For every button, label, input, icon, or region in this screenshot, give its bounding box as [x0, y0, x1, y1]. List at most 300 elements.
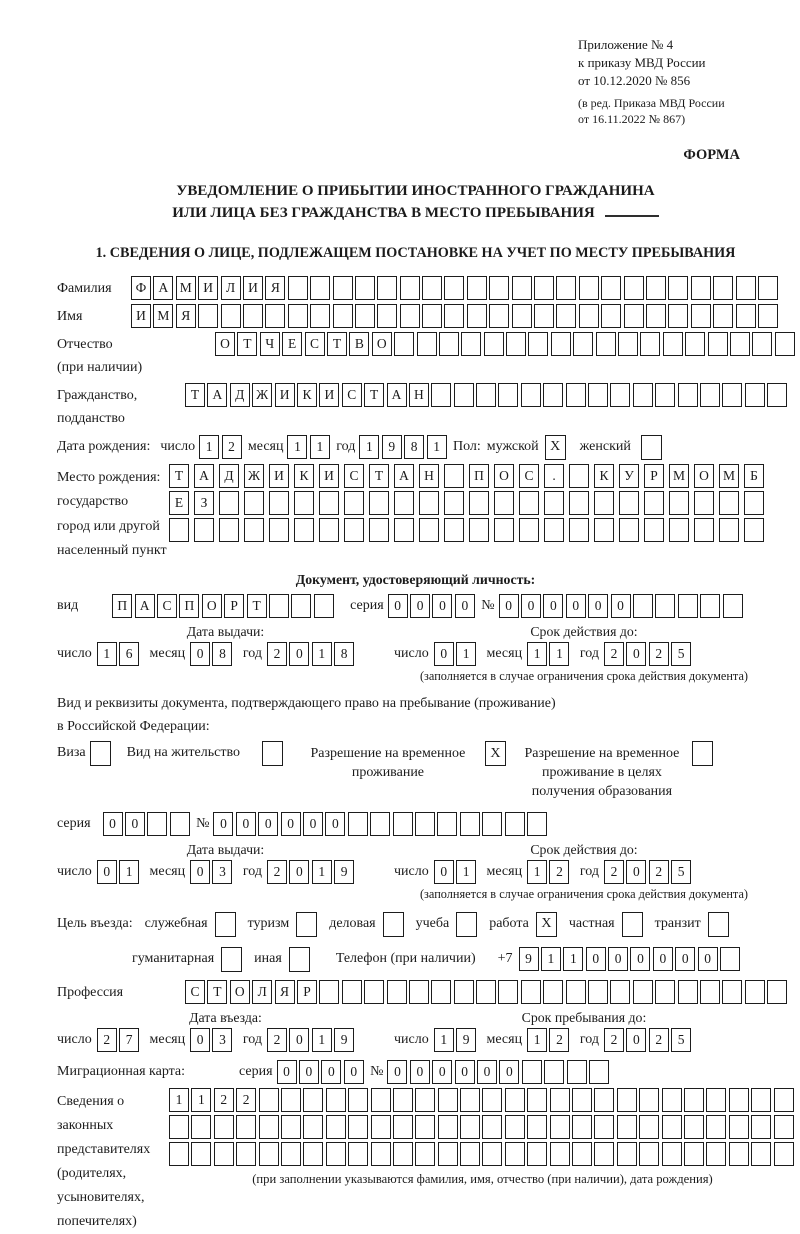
char-cell[interactable]	[482, 812, 502, 836]
char-cell[interactable]: 0	[190, 1028, 210, 1052]
char-cell[interactable]: У	[619, 464, 639, 488]
char-cell[interactable]	[669, 518, 689, 542]
char-cell[interactable]: 0	[190, 642, 210, 666]
char-cell[interactable]	[400, 276, 420, 300]
char-cell[interactable]	[522, 1060, 542, 1084]
char-cell[interactable]: Ч	[260, 332, 280, 356]
char-cell[interactable]	[236, 1115, 256, 1139]
char-cell[interactable]	[387, 980, 407, 1004]
char-cell[interactable]	[579, 304, 599, 328]
char-cell[interactable]	[169, 1115, 189, 1139]
char-cell[interactable]: 1	[549, 642, 569, 666]
char-cell[interactable]	[415, 1115, 435, 1139]
char-cell[interactable]: 5	[671, 1028, 691, 1052]
char-cell[interactable]	[191, 1142, 211, 1166]
char-cell[interactable]	[281, 1115, 301, 1139]
char-cell[interactable]	[147, 812, 167, 836]
char-cell[interactable]	[170, 812, 190, 836]
char-cell[interactable]	[722, 383, 742, 407]
char-cell[interactable]	[527, 812, 547, 836]
char-cell[interactable]: 0	[190, 860, 210, 884]
char-cell[interactable]	[662, 1088, 682, 1112]
char-cell[interactable]	[438, 1142, 458, 1166]
char-cell[interactable]	[527, 1115, 547, 1139]
char-cell[interactable]: П	[179, 594, 199, 618]
char-cell[interactable]	[169, 518, 189, 542]
char-cell[interactable]	[393, 1142, 413, 1166]
char-cell[interactable]	[444, 464, 464, 488]
char-cell[interactable]	[469, 518, 489, 542]
char-cell[interactable]: 1	[199, 435, 219, 459]
char-cell[interactable]: 0	[410, 594, 430, 618]
char-cell[interactable]	[259, 1142, 279, 1166]
char-cell[interactable]	[655, 980, 675, 1004]
char-cell[interactable]: 0	[289, 642, 309, 666]
char-cell[interactable]	[333, 304, 353, 328]
char-cell[interactable]: 1	[456, 860, 476, 884]
char-cell[interactable]: 2	[604, 1028, 624, 1052]
char-cell[interactable]: 0	[586, 947, 606, 971]
char-cell[interactable]	[745, 383, 765, 407]
temp-residence-education-checkbox[interactable]	[692, 741, 713, 766]
char-cell[interactable]	[482, 1115, 502, 1139]
char-cell[interactable]	[572, 1142, 592, 1166]
char-cell[interactable]: 1	[427, 435, 447, 459]
char-cell[interactable]	[377, 304, 397, 328]
char-cell[interactable]	[722, 980, 742, 1004]
char-cell[interactable]	[646, 276, 666, 300]
char-cell[interactable]: 1	[527, 1028, 547, 1052]
char-cell[interactable]	[519, 518, 539, 542]
char-cell[interactable]	[775, 332, 795, 356]
char-cell[interactable]: Н	[419, 464, 439, 488]
char-cell[interactable]: 1	[169, 1088, 189, 1112]
char-cell[interactable]	[219, 491, 239, 515]
char-cell[interactable]: 1	[312, 1028, 332, 1052]
char-cell[interactable]	[198, 304, 218, 328]
char-cell[interactable]	[556, 304, 576, 328]
char-cell[interactable]: В	[349, 332, 369, 356]
char-cell[interactable]	[519, 491, 539, 515]
char-cell[interactable]: С	[519, 464, 539, 488]
char-cell[interactable]	[706, 1088, 726, 1112]
char-cell[interactable]	[344, 491, 364, 515]
char-cell[interactable]: Н	[409, 383, 429, 407]
char-cell[interactable]: 2	[267, 1028, 287, 1052]
char-cell[interactable]	[355, 276, 375, 300]
char-cell[interactable]	[751, 1088, 771, 1112]
char-cell[interactable]	[444, 518, 464, 542]
char-cell[interactable]: О	[494, 464, 514, 488]
char-cell[interactable]	[669, 491, 689, 515]
char-cell[interactable]: 5	[671, 860, 691, 884]
char-cell[interactable]	[505, 812, 525, 836]
char-cell[interactable]	[588, 980, 608, 1004]
char-cell[interactable]: 1	[527, 860, 547, 884]
char-cell[interactable]	[594, 1142, 614, 1166]
purpose-transit-checkbox[interactable]	[708, 912, 729, 937]
char-cell[interactable]	[662, 1115, 682, 1139]
char-cell[interactable]	[569, 518, 589, 542]
char-cell[interactable]	[700, 383, 720, 407]
char-cell[interactable]	[439, 332, 459, 356]
char-cell[interactable]	[303, 1142, 323, 1166]
char-cell[interactable]	[348, 1115, 368, 1139]
char-cell[interactable]	[719, 518, 739, 542]
char-cell[interactable]	[556, 276, 576, 300]
char-cell[interactable]	[713, 276, 733, 300]
char-cell[interactable]: И	[319, 383, 339, 407]
char-cell[interactable]	[371, 1088, 391, 1112]
char-cell[interactable]	[269, 491, 289, 515]
char-cell[interactable]	[551, 332, 571, 356]
char-cell[interactable]: 2	[649, 860, 669, 884]
char-cell[interactable]	[494, 518, 514, 542]
char-cell[interactable]: С	[344, 464, 364, 488]
char-cell[interactable]	[678, 594, 698, 618]
char-cell[interactable]	[393, 1088, 413, 1112]
char-cell[interactable]	[640, 332, 660, 356]
char-cell[interactable]: А	[194, 464, 214, 488]
char-cell[interactable]: 0	[103, 812, 123, 836]
char-cell[interactable]	[371, 1142, 391, 1166]
char-cell[interactable]: Р	[644, 464, 664, 488]
char-cell[interactable]	[259, 1088, 279, 1112]
char-cell[interactable]: 2	[97, 1028, 117, 1052]
char-cell[interactable]	[460, 1115, 480, 1139]
char-cell[interactable]: Т	[169, 464, 189, 488]
char-cell[interactable]: 0	[499, 594, 519, 618]
char-cell[interactable]	[624, 304, 644, 328]
char-cell[interactable]: 1	[563, 947, 583, 971]
char-cell[interactable]: 0	[299, 1060, 319, 1084]
char-cell[interactable]	[566, 980, 586, 1004]
char-cell[interactable]	[617, 1142, 637, 1166]
char-cell[interactable]	[720, 947, 740, 971]
char-cell[interactable]: 0	[698, 947, 718, 971]
char-cell[interactable]: 0	[477, 1060, 497, 1084]
char-cell[interactable]	[476, 383, 496, 407]
char-cell[interactable]	[610, 980, 630, 1004]
char-cell[interactable]	[431, 383, 451, 407]
char-cell[interactable]: 0	[626, 1028, 646, 1052]
char-cell[interactable]: 0	[410, 1060, 430, 1084]
char-cell[interactable]: Т	[327, 332, 347, 356]
char-cell[interactable]: 0	[521, 594, 541, 618]
char-cell[interactable]	[767, 383, 787, 407]
char-cell[interactable]	[394, 518, 414, 542]
char-cell[interactable]	[744, 491, 764, 515]
char-cell[interactable]: 1	[527, 642, 547, 666]
char-cell[interactable]	[461, 332, 481, 356]
char-cell[interactable]: .	[544, 464, 564, 488]
char-cell[interactable]	[527, 1088, 547, 1112]
char-cell[interactable]	[467, 276, 487, 300]
char-cell[interactable]	[691, 276, 711, 300]
char-cell[interactable]: 6	[119, 642, 139, 666]
char-cell[interactable]	[618, 332, 638, 356]
char-cell[interactable]	[236, 1142, 256, 1166]
purpose-work-checkbox[interactable]: X	[536, 912, 557, 937]
char-cell[interactable]: 0	[434, 860, 454, 884]
char-cell[interactable]	[534, 276, 554, 300]
char-cell[interactable]: 9	[334, 860, 354, 884]
char-cell[interactable]	[639, 1088, 659, 1112]
char-cell[interactable]	[528, 332, 548, 356]
char-cell[interactable]	[751, 1142, 771, 1166]
char-cell[interactable]: 1	[119, 860, 139, 884]
char-cell[interactable]	[417, 332, 437, 356]
char-cell[interactable]	[377, 276, 397, 300]
char-cell[interactable]	[415, 812, 435, 836]
char-cell[interactable]	[668, 304, 688, 328]
char-cell[interactable]	[460, 1142, 480, 1166]
char-cell[interactable]: Е	[282, 332, 302, 356]
char-cell[interactable]: А	[153, 276, 173, 300]
char-cell[interactable]	[579, 276, 599, 300]
char-cell[interactable]: 0	[432, 594, 452, 618]
char-cell[interactable]	[214, 1115, 234, 1139]
char-cell[interactable]	[370, 812, 390, 836]
char-cell[interactable]: К	[294, 464, 314, 488]
char-cell[interactable]: С	[157, 594, 177, 618]
char-cell[interactable]: 0	[344, 1060, 364, 1084]
char-cell[interactable]	[506, 332, 526, 356]
char-cell[interactable]	[572, 1115, 592, 1139]
char-cell[interactable]: 2	[604, 860, 624, 884]
char-cell[interactable]	[326, 1088, 346, 1112]
char-cell[interactable]	[684, 1115, 704, 1139]
char-cell[interactable]: И	[269, 464, 289, 488]
char-cell[interactable]	[444, 276, 464, 300]
char-cell[interactable]	[729, 1142, 749, 1166]
char-cell[interactable]	[489, 276, 509, 300]
char-cell[interactable]: 0	[281, 812, 301, 836]
char-cell[interactable]	[534, 304, 554, 328]
char-cell[interactable]: А	[394, 464, 414, 488]
char-cell[interactable]: 0	[626, 642, 646, 666]
char-cell[interactable]	[437, 812, 457, 836]
char-cell[interactable]: 0	[626, 860, 646, 884]
char-cell[interactable]	[767, 980, 787, 1004]
char-cell[interactable]	[678, 383, 698, 407]
char-cell[interactable]: М	[153, 304, 173, 328]
char-cell[interactable]: О	[372, 332, 392, 356]
char-cell[interactable]	[736, 304, 756, 328]
char-cell[interactable]: Т	[207, 980, 227, 1004]
char-cell[interactable]	[550, 1088, 570, 1112]
char-cell[interactable]	[476, 980, 496, 1004]
char-cell[interactable]	[369, 491, 389, 515]
char-cell[interactable]: 0	[303, 812, 323, 836]
char-cell[interactable]: Ж	[244, 464, 264, 488]
char-cell[interactable]	[221, 304, 241, 328]
char-cell[interactable]	[310, 276, 330, 300]
purpose-private-checkbox[interactable]	[622, 912, 643, 937]
char-cell[interactable]	[644, 491, 664, 515]
char-cell[interactable]	[751, 1115, 771, 1139]
char-cell[interactable]	[774, 1115, 794, 1139]
char-cell[interactable]	[348, 1088, 368, 1112]
char-cell[interactable]: 1	[541, 947, 561, 971]
char-cell[interactable]: 0	[387, 1060, 407, 1084]
char-cell[interactable]	[454, 383, 474, 407]
char-cell[interactable]: Л	[252, 980, 272, 1004]
char-cell[interactable]	[294, 491, 314, 515]
purpose-study-checkbox[interactable]	[456, 912, 477, 937]
char-cell[interactable]	[662, 1142, 682, 1166]
char-cell[interactable]	[454, 980, 474, 1004]
char-cell[interactable]: Т	[364, 383, 384, 407]
char-cell[interactable]: 1	[434, 1028, 454, 1052]
char-cell[interactable]	[729, 1115, 749, 1139]
char-cell[interactable]	[393, 812, 413, 836]
char-cell[interactable]: 0	[588, 594, 608, 618]
char-cell[interactable]	[589, 1060, 609, 1084]
char-cell[interactable]: К	[297, 383, 317, 407]
char-cell[interactable]: 1	[310, 435, 330, 459]
char-cell[interactable]: Ж	[252, 383, 272, 407]
char-cell[interactable]	[214, 1142, 234, 1166]
char-cell[interactable]	[505, 1088, 525, 1112]
char-cell[interactable]	[342, 980, 362, 1004]
char-cell[interactable]: 7	[119, 1028, 139, 1052]
char-cell[interactable]: 8	[334, 642, 354, 666]
char-cell[interactable]: 0	[321, 1060, 341, 1084]
char-cell[interactable]	[774, 1142, 794, 1166]
char-cell[interactable]	[281, 1088, 301, 1112]
char-cell[interactable]: Я	[275, 980, 295, 1004]
char-cell[interactable]	[774, 1088, 794, 1112]
char-cell[interactable]: Е	[169, 491, 189, 515]
char-cell[interactable]	[364, 980, 384, 1004]
char-cell[interactable]: С	[305, 332, 325, 356]
char-cell[interactable]: 0	[630, 947, 650, 971]
char-cell[interactable]: М	[176, 276, 196, 300]
char-cell[interactable]: 2	[649, 642, 669, 666]
char-cell[interactable]	[544, 1060, 564, 1084]
char-cell[interactable]: 1	[97, 642, 117, 666]
char-cell[interactable]	[594, 518, 614, 542]
char-cell[interactable]	[619, 518, 639, 542]
char-cell[interactable]: 0	[388, 594, 408, 618]
char-cell[interactable]	[594, 1088, 614, 1112]
char-cell[interactable]: Р	[297, 980, 317, 1004]
char-cell[interactable]: Т	[247, 594, 267, 618]
char-cell[interactable]	[719, 491, 739, 515]
char-cell[interactable]	[691, 304, 711, 328]
char-cell[interactable]	[431, 980, 451, 1004]
char-cell[interactable]	[467, 304, 487, 328]
purpose-tourism-checkbox[interactable]	[296, 912, 317, 937]
char-cell[interactable]: Д	[219, 464, 239, 488]
char-cell[interactable]	[655, 594, 675, 618]
char-cell[interactable]: А	[207, 383, 227, 407]
char-cell[interactable]	[310, 304, 330, 328]
char-cell[interactable]	[723, 594, 743, 618]
char-cell[interactable]	[505, 1142, 525, 1166]
char-cell[interactable]	[610, 383, 630, 407]
char-cell[interactable]	[460, 812, 480, 836]
char-cell[interactable]: М	[719, 464, 739, 488]
char-cell[interactable]	[685, 332, 705, 356]
char-cell[interactable]: 5	[671, 642, 691, 666]
char-cell[interactable]: Т	[237, 332, 257, 356]
char-cell[interactable]: 3	[212, 860, 232, 884]
char-cell[interactable]	[706, 1115, 726, 1139]
char-cell[interactable]	[521, 383, 541, 407]
char-cell[interactable]	[745, 980, 765, 1004]
char-cell[interactable]: 0	[97, 860, 117, 884]
char-cell[interactable]: З	[194, 491, 214, 515]
char-cell[interactable]	[601, 276, 621, 300]
char-cell[interactable]: 0	[325, 812, 345, 836]
char-cell[interactable]	[550, 1115, 570, 1139]
char-cell[interactable]	[348, 812, 368, 836]
char-cell[interactable]	[668, 276, 688, 300]
purpose-business-checkbox[interactable]	[383, 912, 404, 937]
char-cell[interactable]	[303, 1088, 323, 1112]
char-cell[interactable]: 0	[289, 860, 309, 884]
char-cell[interactable]	[729, 1088, 749, 1112]
char-cell[interactable]	[619, 491, 639, 515]
char-cell[interactable]	[694, 518, 714, 542]
char-cell[interactable]	[573, 332, 593, 356]
char-cell[interactable]	[744, 518, 764, 542]
char-cell[interactable]	[588, 383, 608, 407]
char-cell[interactable]	[265, 304, 285, 328]
char-cell[interactable]: 2	[604, 642, 624, 666]
char-cell[interactable]: 0	[566, 594, 586, 618]
char-cell[interactable]	[281, 1142, 301, 1166]
char-cell[interactable]	[663, 332, 683, 356]
temp-residence-checkbox[interactable]: X	[485, 741, 506, 766]
char-cell[interactable]	[355, 304, 375, 328]
char-cell[interactable]	[569, 491, 589, 515]
char-cell[interactable]: Р	[224, 594, 244, 618]
char-cell[interactable]	[444, 491, 464, 515]
char-cell[interactable]: А	[135, 594, 155, 618]
char-cell[interactable]	[294, 518, 314, 542]
char-cell[interactable]: И	[319, 464, 339, 488]
char-cell[interactable]: М	[669, 464, 689, 488]
char-cell[interactable]	[482, 1142, 502, 1166]
char-cell[interactable]	[730, 332, 750, 356]
char-cell[interactable]	[419, 491, 439, 515]
char-cell[interactable]	[319, 518, 339, 542]
char-cell[interactable]	[505, 1115, 525, 1139]
char-cell[interactable]: О	[230, 980, 250, 1004]
char-cell[interactable]: 0	[432, 1060, 452, 1084]
char-cell[interactable]: 0	[543, 594, 563, 618]
char-cell[interactable]: 1	[456, 642, 476, 666]
char-cell[interactable]: 0	[455, 594, 475, 618]
char-cell[interactable]: И	[198, 276, 218, 300]
char-cell[interactable]	[394, 491, 414, 515]
char-cell[interactable]	[291, 594, 311, 618]
char-cell[interactable]: 0	[213, 812, 233, 836]
char-cell[interactable]	[758, 304, 778, 328]
purpose-official-checkbox[interactable]	[215, 912, 236, 937]
char-cell[interactable]: Л	[221, 276, 241, 300]
char-cell[interactable]: 2	[222, 435, 242, 459]
char-cell[interactable]	[422, 304, 442, 328]
char-cell[interactable]	[639, 1115, 659, 1139]
char-cell[interactable]	[594, 1115, 614, 1139]
char-cell[interactable]	[409, 980, 429, 1004]
char-cell[interactable]: 2	[549, 1028, 569, 1052]
char-cell[interactable]: 0	[608, 947, 628, 971]
